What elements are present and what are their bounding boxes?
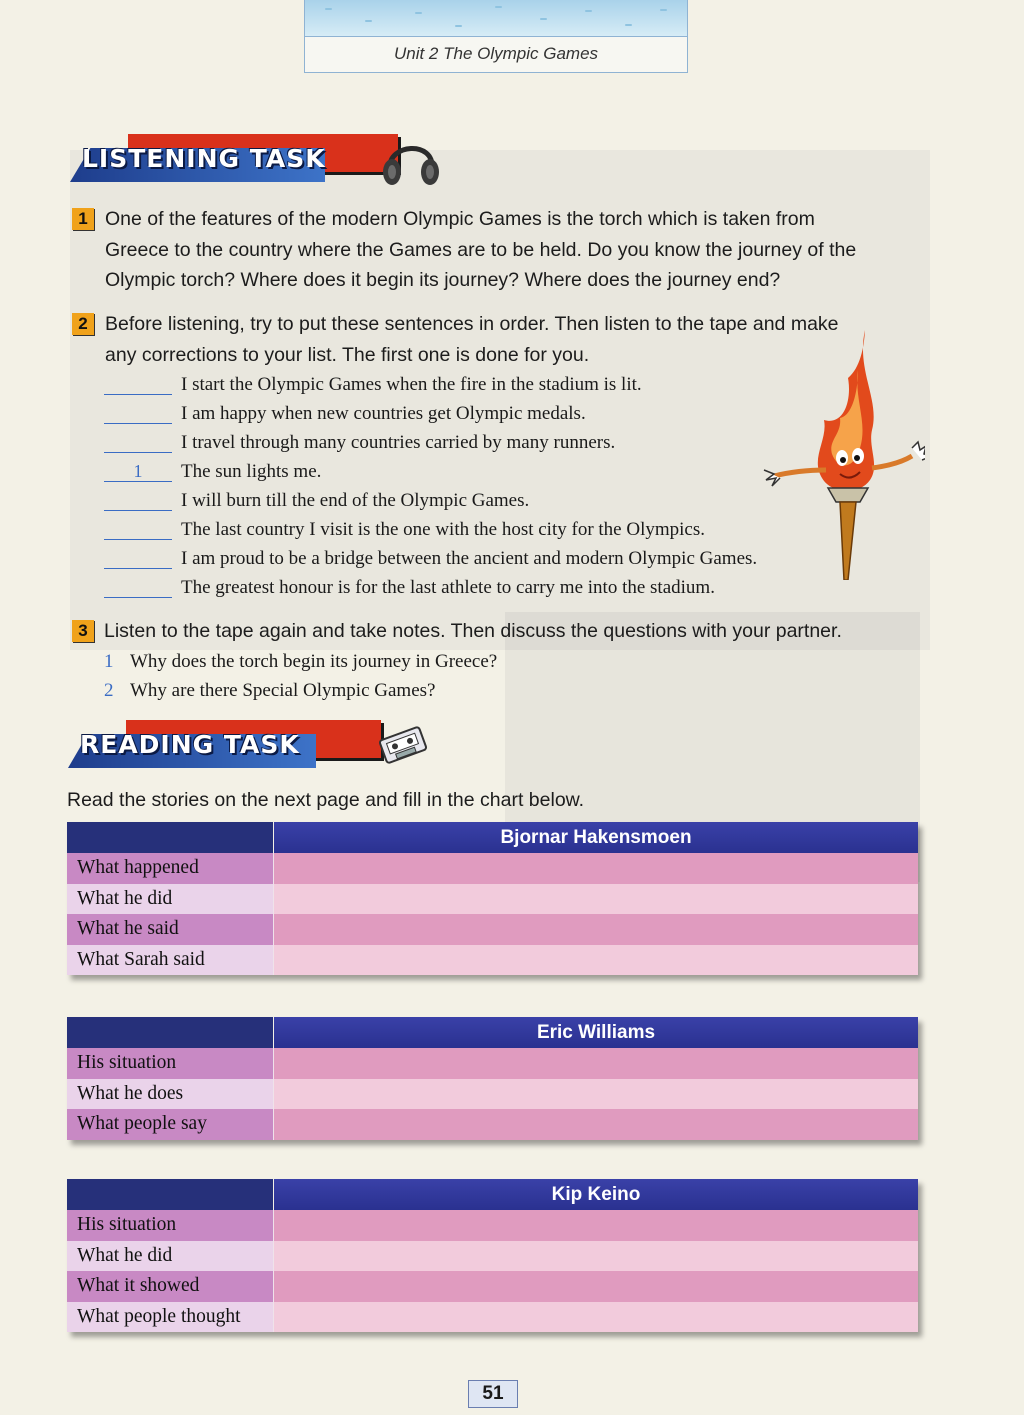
sentence-text: I am proud to be a bridge between the ancient and modern Olympic Games.	[181, 548, 758, 569]
page-number: 51	[468, 1380, 518, 1408]
chart-row-label: His situation	[67, 1048, 273, 1079]
chart-row-label: What he did	[67, 884, 273, 915]
chart-answer-cell[interactable]	[273, 945, 918, 976]
chart-row	[67, 914, 918, 945]
chart-row	[67, 1210, 918, 1241]
discussion-question-number: 1	[104, 651, 114, 672]
chart-row-label: What people thought	[67, 1302, 273, 1333]
sentence-text: The last country I visit is the one with the host city for the Olympics.	[181, 519, 705, 540]
question-3-number: 3	[72, 620, 94, 642]
chart-answer-cell[interactable]	[273, 1271, 918, 1302]
chart-answer-cell[interactable]	[273, 1048, 918, 1079]
chart-answer-cell[interactable]	[273, 1210, 918, 1241]
chart-row	[67, 1079, 918, 1110]
chart-row-label: What he does	[67, 1079, 273, 1110]
chart-answer-cell[interactable]	[273, 853, 918, 884]
unit-header	[304, 0, 688, 73]
chart-row	[67, 1302, 918, 1333]
discussion-question	[104, 680, 435, 702]
chart-row	[67, 1048, 918, 1079]
chart-eric-williams	[67, 1017, 918, 1140]
chart-row	[67, 1109, 918, 1140]
headphones-icon	[378, 130, 444, 190]
reading-task-heading: READING TASK	[80, 730, 300, 759]
sentence-text: I will burn till the end of the Olympic Games.	[181, 490, 530, 511]
chart-answer-cell[interactable]	[273, 1302, 918, 1333]
question-3-text: Listen to the tape again and take notes. Then discuss the questions with your partner.	[104, 620, 842, 642]
sentence-text: I travel through many countries carried by many runners.	[181, 432, 616, 453]
question-2-number: 2	[72, 313, 94, 335]
question-2-text: Before listening, try to put these sentences in order. Then listen to the tape and make any corrections to your list. The first one is done for you.	[105, 313, 839, 366]
answer-blank[interactable]	[104, 374, 172, 395]
sentence-text: I start the Olympic Games when the fire in the stadium is lit.	[181, 374, 642, 395]
reading-task-banner	[68, 720, 398, 770]
answer-blank[interactable]	[104, 577, 172, 598]
chart-row	[67, 1271, 918, 1302]
answer-blank[interactable]	[104, 548, 172, 569]
answer-blank[interactable]: 1	[104, 461, 172, 482]
chart-header-name: Kip Keino	[274, 1179, 918, 1210]
reading-instruction: Read the stories on the next page and fill in the chart below.	[67, 789, 585, 811]
chart-row	[67, 853, 918, 884]
unit-title: Unit 2 The Olympic Games	[393, 44, 599, 63]
chart-answer-cell[interactable]	[273, 1109, 918, 1140]
discussion-question-text: Why are there Special Olympic Games?	[130, 680, 436, 701]
chart-row-label: His situation	[67, 1210, 273, 1241]
question-1-number: 1	[72, 208, 94, 230]
chart-row-label: What Sarah said	[67, 945, 273, 976]
chart-row-label: What it showed	[67, 1271, 273, 1302]
discussion-question-text: Why does the torch begin its journey in Greece?	[130, 651, 498, 672]
torch-mascot-icon	[760, 330, 925, 580]
chart-row	[67, 1241, 918, 1272]
chart-answer-cell[interactable]	[273, 914, 918, 945]
answer-blank[interactable]	[104, 490, 172, 511]
chart-answer-cell[interactable]	[273, 1241, 918, 1272]
chart-row-label: What he said	[67, 914, 273, 945]
chart-row-label: What he did	[67, 1241, 273, 1272]
answer-blank[interactable]	[104, 519, 172, 540]
water-illustration	[305, 0, 687, 37]
discussion-question-number: 2	[104, 680, 114, 701]
listening-task-heading: LISTENING TASK	[82, 144, 326, 173]
discussion-question	[104, 651, 497, 673]
sentence-text: The sun lights me.	[181, 461, 322, 482]
sentence-text: The greatest honour is for the last athlete to carry me into the stadium.	[181, 577, 715, 598]
listening-task-banner	[70, 134, 400, 184]
cassette-icon	[378, 724, 428, 766]
chart-row-label: What people say	[67, 1109, 273, 1140]
sentence-text: I am happy when new countries get Olympic medals.	[181, 403, 586, 424]
chart-kip-keino	[67, 1179, 918, 1332]
chart-row	[67, 884, 918, 915]
chart-header-name: Eric Williams	[274, 1017, 918, 1048]
chart-header-name: Bjornar Hakensmoen	[274, 822, 918, 853]
answer-blank[interactable]	[104, 432, 172, 453]
chart-row-label: What happened	[67, 853, 273, 884]
chart-row	[67, 945, 918, 976]
chart-answer-cell[interactable]	[273, 884, 918, 915]
chart-answer-cell[interactable]	[273, 1079, 918, 1110]
question-1-text: One of the features of the modern Olympic Games is the torch which is taken from Greece to the country where the Games are to be held. Do you know the journey of the Olympic torch? Where does it begin its journey? Where does the journey end?	[105, 208, 857, 291]
answer-blank[interactable]	[104, 403, 172, 424]
chart-bjornar-hakensmoen	[67, 822, 918, 975]
